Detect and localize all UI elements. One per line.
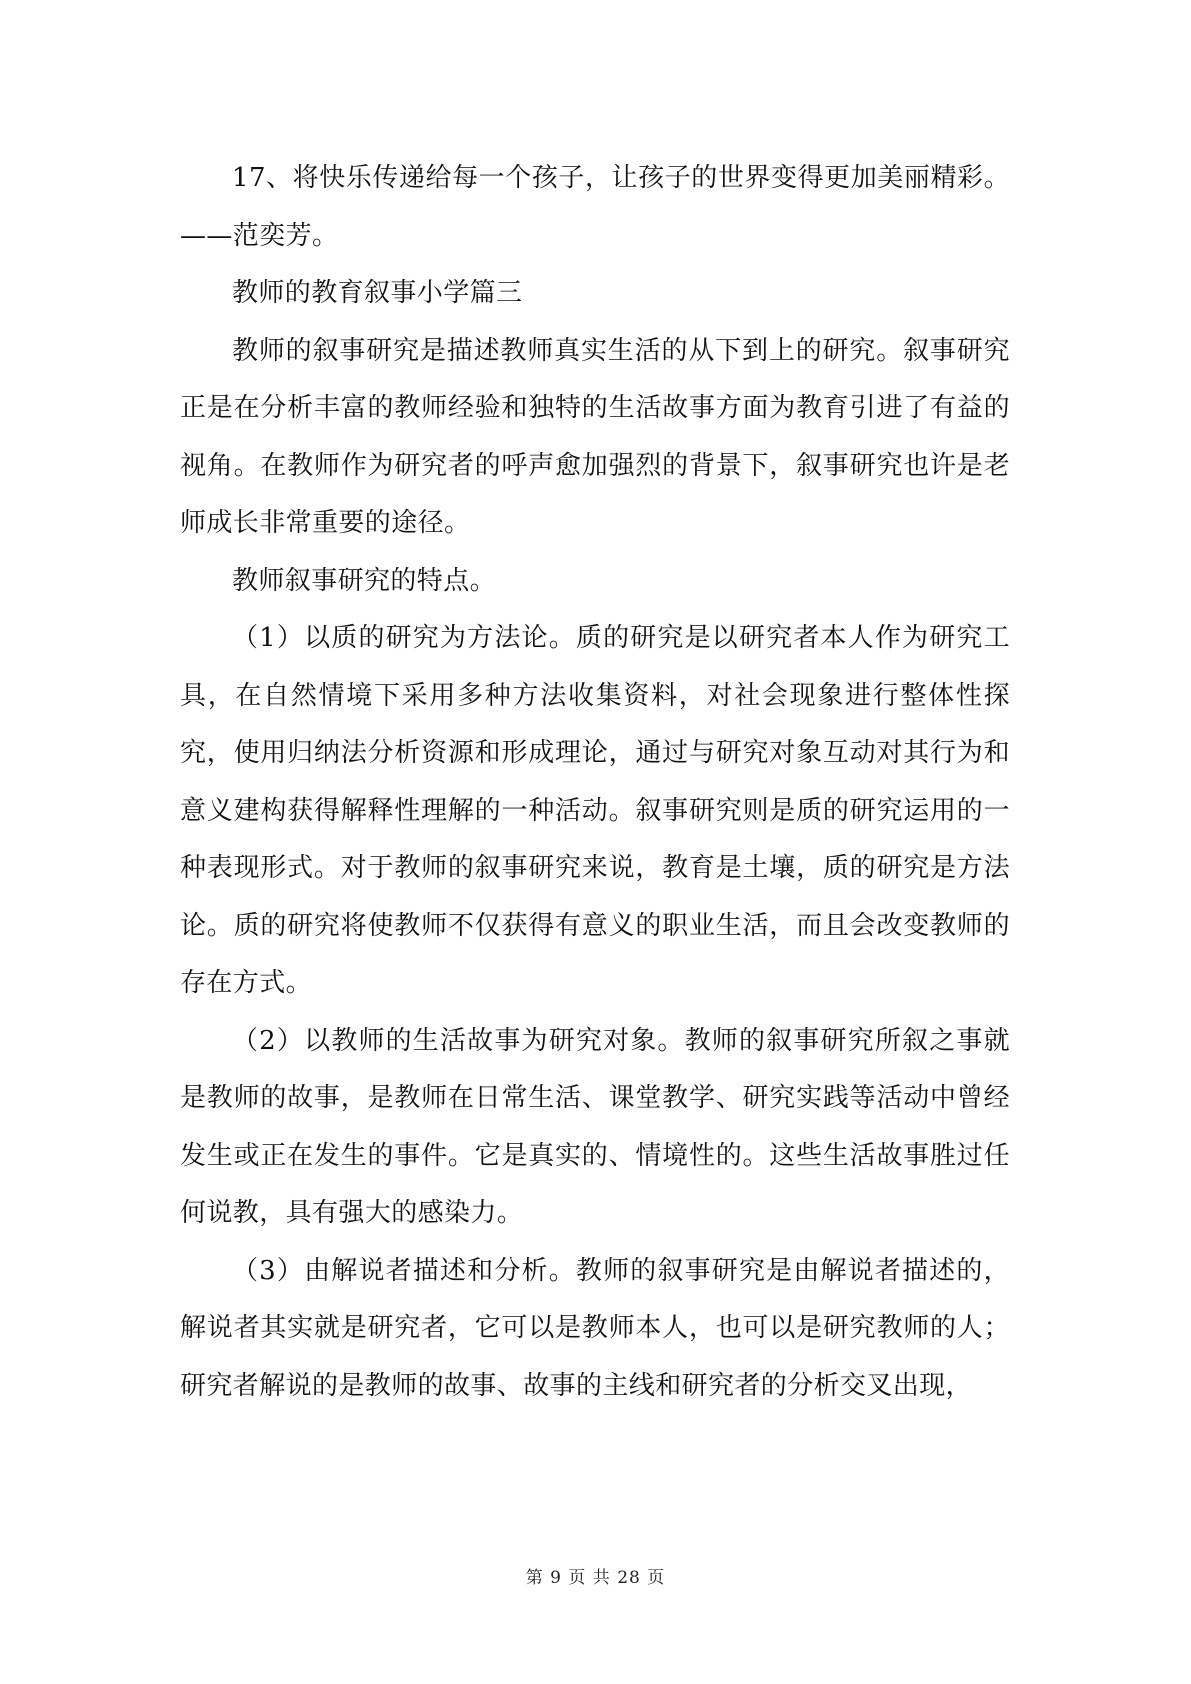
page-number-footer: 第 9 页 共 28 页 (525, 1568, 666, 1588)
paragraph-feature-3: （3）由解说者描述和分析。教师的叙事研究是由解说者描述的，解说者其实就是研究者，它可以是教师本人，也可以是研究教师的人；研究者解说的是教师的故事、故事的主线和研究者的分析交叉出现， (180, 1255, 1010, 1401)
paragraph-feature-2: （2）以教师的生活故事为研究对象。教师的叙事研究所叙之事就是教师的故事，是教师在日常生活、课堂教学、研究实践等活动中曾经发生或正在发生的事件。它是真实的、情境性的。这些生活故事胜过任何说教，具有强大的感染力。 (180, 1025, 1010, 1228)
section-heading: 教师的教育叙事小学篇三 (232, 278, 523, 308)
paragraph-features-heading: 教师叙事研究的特点。 (232, 565, 497, 596)
paragraph-intro: 教师的叙事研究是描述教师真实生活的从下到上的研究。叙事研究正是在分析丰富的教师经验和独特的生活故事方面为教育引进了有益的视角。在教师作为研究者的呼声愈加强烈的背景下，叙事研究也许是老师成长非常重要的途径。 (180, 335, 1010, 538)
paragraph-feature-1: （1）以质的研究为方法论。质的研究是以研究者本人作为研究工具，在自然情境下采用多种方法收集资料，对社会现象进行整体性探究，使用归纳法分析资源和形成理论，通过与研究对象互动对其行为和意义建构获得解释性理解的一种活动。叙事研究则是质的研究运用的一种表现形式。对于教师的叙事研究来说，教育是土壤，质的研究是方法论。质的研究将使教师不仅获得有意义的职业生活，而且会改变教师的存在方式。 (180, 623, 1010, 998)
document-body (180, 150, 1010, 1415)
paragraph-quote-17: 17、将快乐传递给每一个孩子，让孩子的世界变得更加美丽精彩。——范奕芳。 (180, 163, 1010, 251)
